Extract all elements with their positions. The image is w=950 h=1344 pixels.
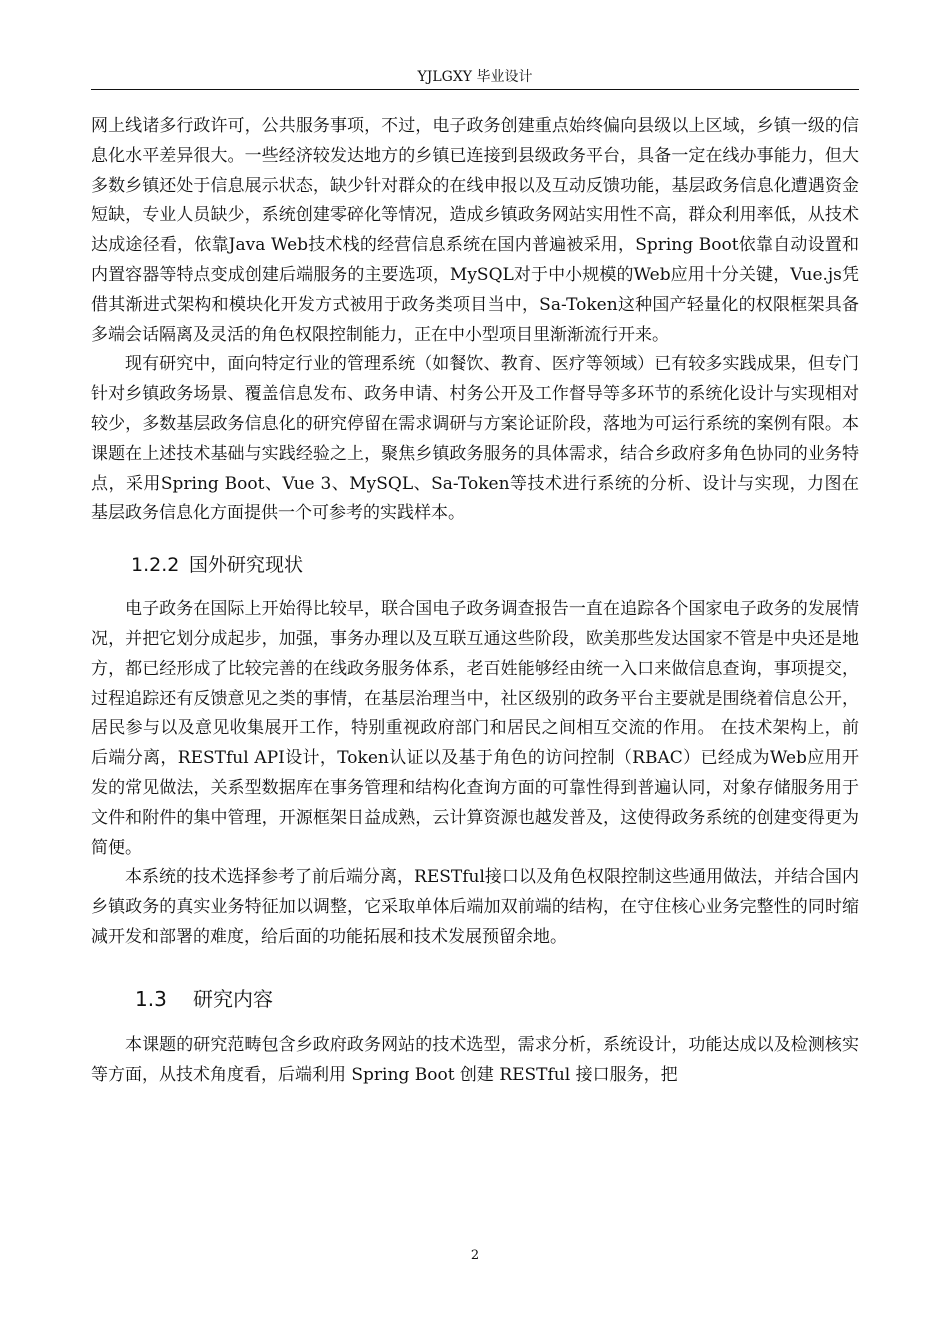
header-rule (91, 89, 859, 90)
page-number: 2 (470, 1248, 480, 1263)
section-title: 国外研究现状 (189, 554, 304, 577)
section-heading-1-2-2 (91, 535, 859, 595)
paragraph: 现有研究中，面向特定行业的管理系统（如餐饮、教育、医疗等领域）已有较多实践成果，但专门针对乡镇政务场景、覆盖信息发布、政务申请、村务公开及工作督导等多环节的系统化设计与实现相对较少，多数基层政务信息化的研究停留在需求调研与方案论证阶段，落地为可运行系统的案例有限。本课题在上述技术基础与实践经验之上，聚焦乡镇政务服务的具体需求，结合乡政府多角色协同的业务特点，采用Spring Boot、Vue 3、MySQL、Sa-Token等技术进行系统的分析、设计与实现，力图在基层政务信息化方面提供一个可参考的实践样本。 (91, 354, 859, 524)
running-header: YJLGXY 毕业设计 (417, 69, 533, 85)
section-heading-1-3 (91, 967, 859, 1031)
paragraph: 本系统的技术选择参考了前后端分离，RESTful接口以及角色权限控制这些通用做法，并结合国内乡镇政务的真实业务特征加以调整，它采取单体后端加双前端的结构，在守住核心业务完整性的同时缩减开发和部署的难度，给后面的功能拓展和技术发展预留余地。 (91, 867, 859, 947)
section-number: 1.2.2 (131, 554, 180, 577)
section-number: 1.3 (135, 986, 167, 1011)
paragraph-continued: 网上线诸多行政许可，公共服务事项，不过，电子政务创建重点始终偏向县级以上区域，乡镇一级的信息化水平差异很大。一些经济较发达地方的乡镇已连接到县级政务平台，具备一定在线办事能力，但大多数乡镇还处于信息展示状态，缺少针对群众的在线申报以及互动反馈功能，基层政务信息化遭遇资金短缺，专业人员缺少，系统创建零碎化等情况，造成乡镇政务网站实用性不高，群众利用率低，从技术达成途径看，依靠Java Web技术栈的经营信息系统在国内普遍被采用，Spring Boot依靠自动设置和内置容器等特点变成创建后端服务的主要选项，MySQL对于中小规模的Web应用十分关键，Vue.js凭借其渐进式架构和模块化开发方式被用于政务类项目当中，Sa-Token这种国产轻量化的权限框架具备多端会话隔离及灵活的角色权限控制能力，正在中小型项目里渐渐流行开来。 (91, 116, 859, 345)
paragraph: 电子政务在国际上开始得比较早，联合国电子政务调查报告一直在追踪各个国家电子政务的发展情况，并把它划分成起步，加强，事务办理以及互联互通这些阶段，欧美那些发达国家不管是中央还是地方，都已经形成了比较完善的在线政务服务体系，老百姓能够经由统一入口来做信息查询，事项提交，过程追踪还有反馈意见之类的事情，在基层治理当中，社区级别的政务平台主要就是围绕着信息公开，居民参与以及意见收集展开工作，特别重视政府部门和居民之间相互交流的作用。 在技术架构上，前后端分离，RESTful API设计，Token认证以及基于角色的访问控制（RBAC）已经成为Web应用开发的常见做法，关系型数据库在事务管理和结构化查询方面的可靠性得到普遍认同，对象存储服务用于文件和附件的集中管理，开源框架日益成熟，云计算资源也越发普及，这使得政务系统的创建变得更为简便。 (91, 599, 859, 858)
paragraph: 本课题的研究范畴包含乡政府政务网站的技术选型，需求分析，系统设计，功能达成以及检测核实等方面，从技术角度看，后端利用 Spring Boot 创建 RESTful 接口服务，把 (91, 1034, 859, 1085)
section-title: 研究内容 (193, 986, 273, 1011)
body-text (91, 112, 859, 1090)
